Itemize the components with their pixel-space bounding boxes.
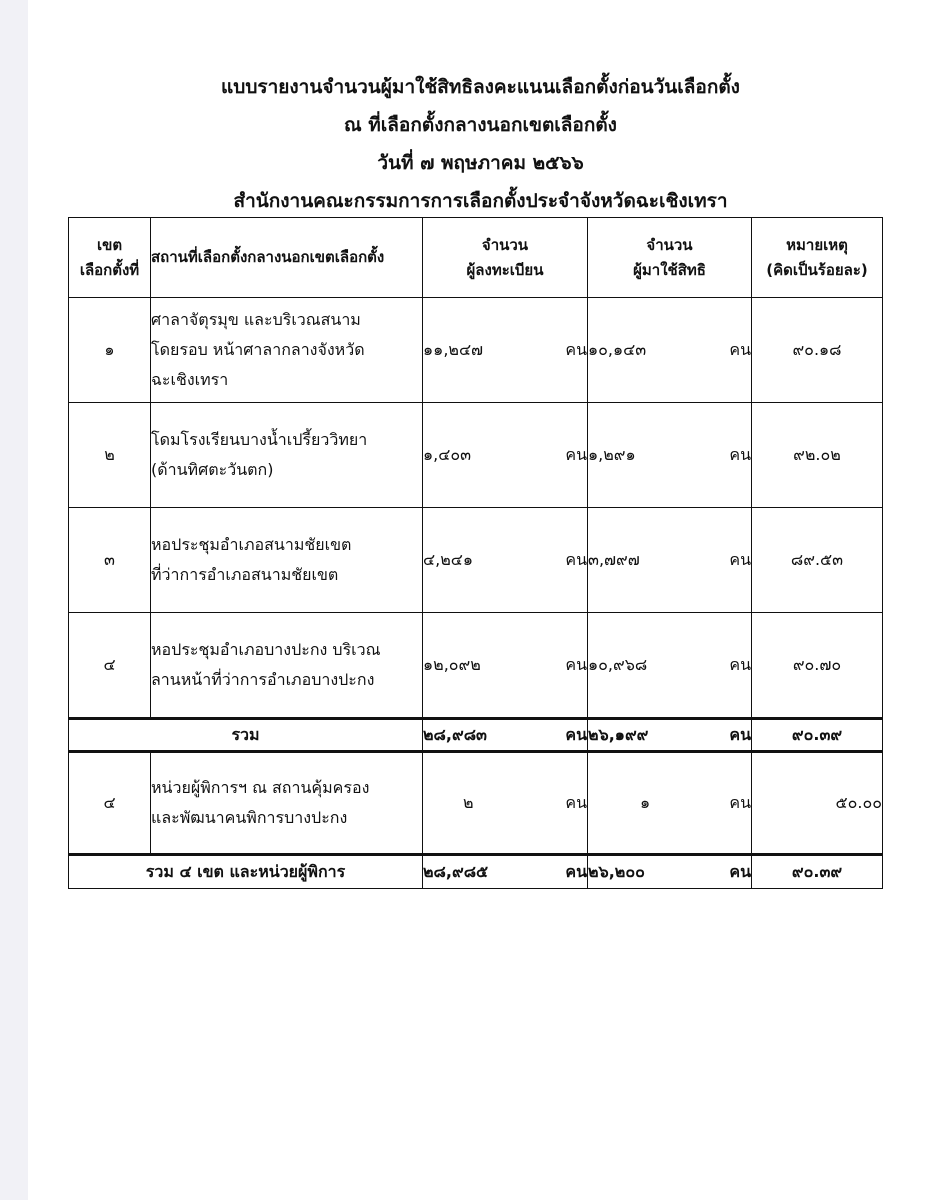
total-label: รวม bbox=[69, 719, 423, 752]
header-voted: จำนวน ผู้มาใช้สิทธิ bbox=[588, 218, 752, 298]
table-row bbox=[69, 298, 883, 403]
table-row bbox=[69, 403, 883, 508]
row-percent: ๙๐.๑๘ bbox=[752, 298, 883, 403]
row-percent: ๙๒.๐๒ bbox=[752, 403, 883, 508]
grand-total-percent: ๙๐.๓๙ bbox=[752, 855, 883, 889]
total-registered-cell: ๒๘,๙๘๓ คน bbox=[423, 719, 588, 752]
disabled-voted-cell: ๑ คน bbox=[588, 752, 752, 855]
table-header-row bbox=[69, 218, 883, 298]
row-place: หอประชุมอำเภอสนามชัยเขต ที่ว่าการอำเภอสนามชัยเขต bbox=[151, 508, 423, 613]
row-place: ศาลาจัตุรมุข และบริเวณสนาม โดยรอบ หน้าศาลากลางจังหวัด ฉะเชิงเทรา bbox=[151, 298, 423, 403]
row-district: ๑ bbox=[69, 298, 151, 403]
header-note: หมายเหตุ (คิดเป็นร้อยละ) bbox=[752, 218, 883, 298]
row-percent: ๙๐.๗๐ bbox=[752, 613, 883, 719]
table-row bbox=[69, 508, 883, 613]
total-voted-cell: ๒๖,๑๙๙ คน bbox=[588, 719, 752, 752]
disabled-unit-row bbox=[69, 752, 883, 855]
header-registered: จำนวน ผู้ลงทะเบียน bbox=[423, 218, 588, 298]
disabled-district: ๔ bbox=[69, 752, 151, 855]
grand-total-row bbox=[69, 855, 883, 889]
title-line-2: ณ ที่เลือกตั้งกลางนอกเขตเลือกตั้ง bbox=[344, 114, 617, 136]
title-line-1: แบบรายงานจำนวนผู้มาใช้สิทธิลงคะแนนเลือกตั้งก่อนวันเลือกตั้ง bbox=[221, 76, 740, 98]
row-registered-cell: ๑๑,๒๔๗ คน bbox=[423, 298, 588, 403]
row-registered-cell: ๑๒,๐๙๒ คน bbox=[423, 613, 588, 719]
row-voted-cell: ๑๐,๙๖๘ คน bbox=[588, 613, 752, 719]
row-voted-cell: ๑๐,๑๔๓ คน bbox=[588, 298, 752, 403]
row-registered-cell: ๔,๒๔๑ คน bbox=[423, 508, 588, 613]
grand-total-registered-cell: ๒๘,๙๘๕ คน bbox=[423, 855, 588, 889]
row-district: ๒ bbox=[69, 403, 151, 508]
grand-total-voted-cell: ๒๖,๒๐๐ คน bbox=[588, 855, 752, 889]
row-voted-cell: ๑,๒๙๑ คน bbox=[588, 403, 752, 508]
report-title bbox=[28, 68, 933, 220]
table-row bbox=[69, 613, 883, 719]
row-registered-cell: ๑,๔๐๓ คน bbox=[423, 403, 588, 508]
header-district: เขต เลือกตั้งที่ bbox=[69, 218, 151, 298]
disabled-registered-cell: ๒ คน bbox=[423, 752, 588, 855]
document-page bbox=[28, 0, 933, 1200]
disabled-percent: ๕๐.๐๐ bbox=[752, 752, 883, 855]
row-voted-cell: ๓,๗๙๗ คน bbox=[588, 508, 752, 613]
header-place: สถานที่เลือกตั้งกลางนอกเขตเลือกตั้ง bbox=[151, 218, 423, 298]
title-line-3: วันที่ ๗ พฤษภาคม ๒๕๖๖ bbox=[377, 152, 584, 174]
report-table bbox=[68, 217, 883, 889]
disabled-place: หน่วยผู้พิการฯ ณ สถานคุ้มครอง และพัฒนาคนพิการบางปะกง bbox=[151, 752, 423, 855]
grand-total-label: รวม ๔ เขต และหน่วยผู้พิการ bbox=[69, 855, 423, 889]
row-percent: ๘๙.๕๓ bbox=[752, 508, 883, 613]
row-district: ๔ bbox=[69, 613, 151, 719]
row-place: โดมโรงเรียนบางน้ำเปรี้ยววิทยา (ด้านทิศตะวันตก) bbox=[151, 403, 423, 508]
row-district: ๓ bbox=[69, 508, 151, 613]
total-percent: ๙๐.๓๙ bbox=[752, 719, 883, 752]
title-line-4: สำนักงานคณะกรรมการการเลือกตั้งประจำจังหวัดฉะเชิงเทรา bbox=[233, 190, 728, 212]
total-row bbox=[69, 719, 883, 752]
row-place: หอประชุมอำเภอบางปะกง บริเวณ ลานหน้าที่ว่าการอำเภอบางปะกง bbox=[151, 613, 423, 719]
